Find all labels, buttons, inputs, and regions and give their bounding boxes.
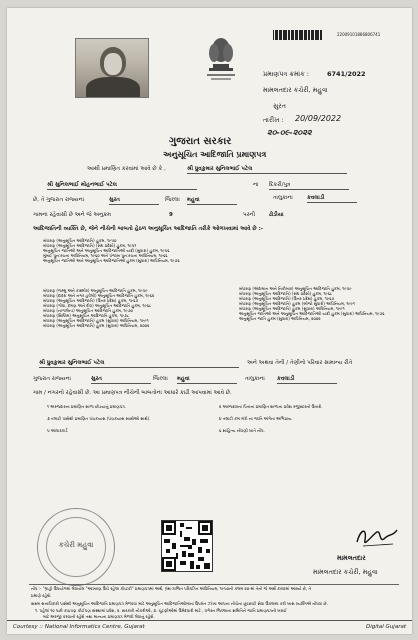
issue-date: 20/09/2022 [295, 114, 342, 123]
district-value: સુરત [109, 197, 159, 205]
taluka-value: મહુવા [187, 197, 237, 205]
res-taluka: મહુવા [177, 376, 237, 384]
signatory-office: મામલતદાર કચેરી, મહુવા [313, 568, 378, 576]
doc-item-5: ૫ આધારકાર્ડ [47, 428, 68, 433]
certificate-sheet [7, 8, 412, 634]
state-emblem-icon [201, 36, 241, 82]
doc-item-6: ૬ સાહિત્ય નોંધણી ખાતે નોંધ. [219, 428, 265, 433]
note-4: માટે અરજી કરવાની રહેશે તથા માન્યતા પ્રમાણપત્ર મેળવી લેવાનું રહેશે. [43, 614, 155, 619]
footer [7, 620, 412, 634]
footer-digital-gujarat: Digital Gujarat [365, 624, 406, 630]
relation: દિકરી/પુત્ર [269, 182, 349, 190]
caste-value: ઢોડીયા [269, 212, 284, 218]
native-label: ના [253, 182, 259, 188]
state-title: ગુજરાત સરકાર [169, 136, 232, 147]
doc-item-4: ૪ તલાટી કમ મંત્રી ના જાતિ અંગેના અભિપ્રાય. [219, 416, 293, 421]
village-value: કવલાડી [307, 195, 357, 203]
doc-item-1: ૧ અરજદારના પ્રમાણિત શાળા છોડયાનું પ્રમાણપત્ર. [47, 404, 126, 409]
note-3: ૧. પહેલાં ૧૦ પછી કાઇપણ કોઈપણ સંસ્થામાં પ્રવેશ, ૨. સરકારી નોકરીઓ, ૩. ચૂંટણીઓમાં ઉમેદવારી માટે , વગેરન જિલ્લાના સમિતિને જાતિ પ્રમાણપત્રની ખરાઈ [35, 608, 287, 613]
res-taluka-label: તાલુકાના [245, 376, 265, 382]
issue-basis-line: ગામ / નગરનો રહેવાસી છે. આ પ્રમાણપત્ર નીચેની બાબતોના આધારે કાઢી આપવામાં આવે છે. [33, 390, 232, 396]
signature-icon [353, 524, 401, 550]
date-label: તારીખ : [263, 116, 284, 124]
taluka-label: તાલુકાના [273, 195, 293, 201]
village-label: ગામના રહેવાસી છે અને જે અનુક્રમ [33, 212, 112, 218]
issuing-office: મામલતદાર કચેરી, મહુવા [263, 86, 328, 94]
orders-left-column: બંધારણ (જમ્મુ અને કાશ્મીર) અનુસૂચિત આદિજાતિ હુકમ, ૧૯૫૯ બંધારણ (દાદરા અને નગર હવેલી) અનુસૂચિત આદિજાતિ હુકમ, ૧૯૬૨ બંધારણ (અનુસૂચિત આદિજાતિ) (ઉત્તર પ્રદેશ) હુકમ, ૧૯૬૭ બંધારણ (ગોવા, દમણ અને દીવ) અનુસૂચિત આદિજાતિ હુકમ, ૧૯૬૮ બંધારણ (નાગાલેન્ડ) અનુસૂચિત આદિજાતિ હુકમ, ૧૯૭૦ બંધારણ (સિક્કિમ) અનુસૂચિત આદિજાતિ હુકમ, ૧૯૭૮ બંધારણ (અનુસૂચિત આદિજાતિ) હુકમ (સુધારા) અધિનિયમ, ૧૯૯૧ બંધારણ (અનુસૂચિત આદિજાતિ) હુકમ (સુધારા) અધિનિયમ, ૨૦૦૨ [43, 288, 155, 328]
cert-number: 6741/2022 [327, 70, 366, 78]
handwritten-date: ૨૦-૦૯-૨૦૨૨ [267, 128, 312, 137]
resident-name: શ્રી ધ્રુવકુમાર સુનિલભાઈ પટેલ [39, 360, 239, 368]
res-district: સુરત [91, 376, 151, 384]
certify-prefix: આથી પ્રમાણિત કરવામાં આવે છે કે , [87, 166, 166, 172]
document-title: અનુસૂચિત આદિજાતિ પ્રમાણપત્ર [163, 150, 267, 159]
res-village: કવલાડી [277, 376, 337, 384]
qr-code-icon [161, 520, 213, 572]
res-district-label: જિલ્લા [153, 376, 168, 382]
serial-value: 9 [169, 212, 173, 218]
order-refs: બંધારણ (અનુસૂચિત આદિજાતિ) હુકમ, ૧૯૫૦ બંધારણ (અનુસૂચિત આદિજાતિ) (સંઘ પ્રદેશો) હુકમ, ૧૯૫૧ અનુસૂચિત જાતિઓ અને અનુસૂચિત આદિજાતિઓ યાદી (સુધારા) હુકમ, ૧૯૫૬ મુંબઈ પુનઃરચના અધિનિયમ, ૧૯૬૦ અને પંજાબ પુનઃરચના અધિનિયમ, ૧૯૬૬ અનુસૂચિત જાતિઓ અને અનુસૂચિત આદિજાતિઓ હુકમ (સુધારા) અધિનિયમ, ૧૯૭૬ [43, 238, 180, 263]
barcode-icon [273, 30, 335, 40]
orders-right-column: બંધારણ (અંદામાન અને નિકોબાર) અનુસૂચિત આદિજાતિ હુકમ, ૧૯૫૯ બંધારણ (અનુસૂચિત આદિજાતિ) (સંઘ પ્રદેશો) હુકમ, ૧૯૬૮ બંધારણ (અનુસૂચિત આદિજાતિ) (ઉત્તર પ્રદેશ) હુકમ, ૧૯૬૭ બંધારણ (અનુસૂચિત આદિજાતિ) હુકમ (બીજો સુધારો) અધિનિયમ, ૧૯૯૧ બંધારણ (અનુસૂચિત આદિજાતિ) હુકમ (સુધારા) અધિનિયમ, ૧૯૯૧ અનુસૂચિત જાતિઓ અને અનુસૂચિત આદિજાતિઓ યાદી હુકમ (સુધારા) અધિનિયમ, ૧૯૭૬ અનુસૂચિત જાતિ હુકમ (સુધારા) અધિનિયમ, ૨૦૦૨ [239, 286, 385, 321]
signatory-title: મામલતદાર [337, 554, 366, 562]
note-1b: પ્રમાણે રહેશે. [31, 593, 52, 598]
applicant-photo [75, 38, 149, 98]
resident-suffix: અને અથવા તેની / તેણીનો પરિવાર સામાન્ય રીતે [247, 360, 353, 366]
district-label: જિલ્લા [165, 197, 180, 203]
father-name: શ્રી સુનિલભાઈ મોહનભાઈ પટેલ [47, 182, 197, 190]
res-state-label: ગુજરાત રાજ્યના [33, 376, 71, 382]
applicant-name: શ્રી ધ્રુવકુમાર સુનિલભાઈ પટેલ [187, 166, 347, 174]
note-2: સક્ષમ સત્તાધિકારી પાસેથી અનુસૂચિત આદિજાતિ પ્રમાણપત્ર મેળવવા માટે અનુસૂચિત આદિજાતિઓમાંના ઉપરાંત ઝાંખા આપના નીચેના છૂટછાટો સેવા ઉપલબ્ધ કરી ખાસ વ્યક્તિએ નોંધવા છે. [31, 601, 328, 606]
doc-item-3: ૩ તલાટી પાસેથી પ્રમાણિત પંચકયાસ (પંચકયાસ સાક્ષીઓ સાથે). [47, 416, 151, 421]
office-seal: કચેરી મહુવા [37, 508, 115, 586]
note-1: નોંધ :- "ગ્રાહી ઉપયોગમાં લેવાયેલ "આખરણ ઉંચે રહેલા કોષ્ટકો" પ્રમાણપત્રમાં અર્થ, ગ્રંથ-ત્રાજિત પરિપત્રિત અધિનિયમ, ૧૯૫૦ની કલમ ૨૦-માં તેનો જે અર્થ કરવામાં આવ્યો છે, તે [31, 586, 312, 591]
state-label: છે, તે ગુજરાત રાજ્યના [33, 197, 85, 203]
cert-number-label: પ્રમાણપત્ર ક્રમાંક : [263, 70, 309, 78]
footer-courtesy: Courtesy :: National Informatics Centre, Gujarat [13, 624, 145, 630]
header-district: સુરત [273, 102, 286, 110]
doc-item-2: ૨ અરજદારના પિતાના પ્રમાણિત શાળાના પ્રવેશ રજીસ્ટરનો ઉતારો. [219, 404, 323, 409]
serial-number: 22009101886806741 [337, 32, 381, 37]
recognition-line: આદિજાતિની વ્યક્તિ છે, જેને નીચેની બાબતો હેઠળ અનુસૂચિત આદિજાતિ તરીકે ઓળખવામાં આવે છે :- [33, 226, 264, 232]
caste-label: પરની [243, 212, 256, 218]
